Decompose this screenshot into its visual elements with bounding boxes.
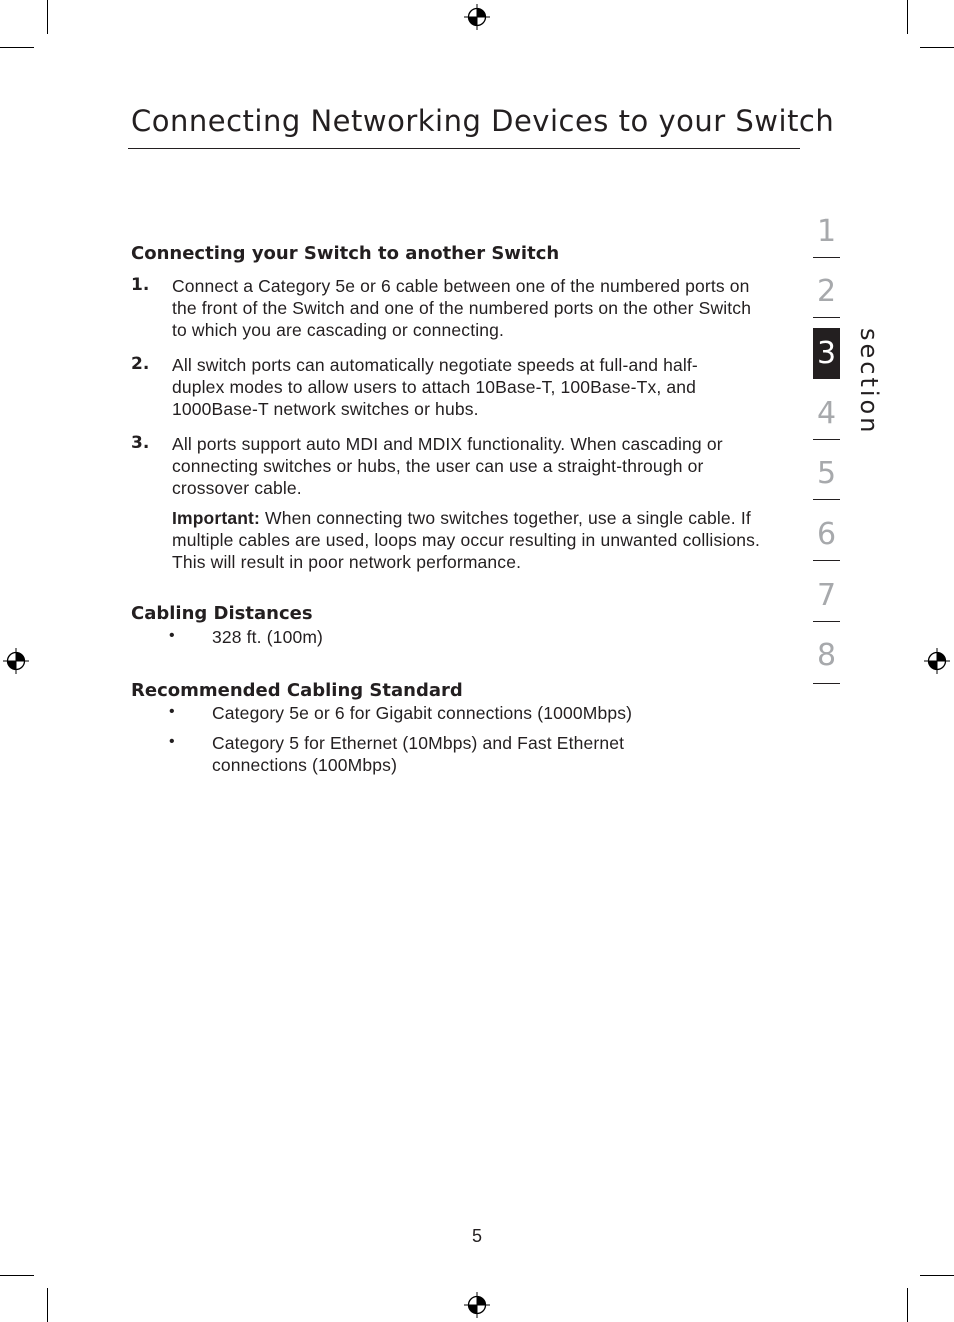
crop-mark bbox=[47, 1288, 48, 1322]
nav-divider bbox=[813, 621, 840, 622]
crop-mark bbox=[920, 1275, 954, 1276]
section-nav-item-8: 8 bbox=[816, 638, 837, 673]
section-nav-item-4: 4 bbox=[816, 396, 837, 431]
nav-divider bbox=[813, 317, 840, 318]
bullet-marker: • bbox=[169, 627, 175, 644]
page-number: 5 bbox=[471, 1226, 482, 1246]
bullet-marker: • bbox=[169, 703, 175, 720]
step-text: All ports support auto MDI and MDIX functionality. When cascading or connecting switches or hubs, the user can use a straight-through or crossover cable. bbox=[172, 434, 723, 498]
list-item: Category 5e or 6 for Gigabit connections (1000Mbps) bbox=[212, 703, 633, 723]
nav-divider bbox=[813, 257, 840, 258]
crop-mark bbox=[907, 1288, 908, 1322]
crop-mark bbox=[47, 0, 48, 34]
bullet-marker: • bbox=[169, 733, 175, 750]
nav-divider bbox=[813, 499, 840, 500]
important-note bbox=[172, 507, 772, 573]
nav-divider bbox=[813, 439, 840, 440]
section-nav-item-3-active bbox=[813, 328, 840, 379]
list-item: 328 ft. (100m) bbox=[212, 627, 324, 647]
step-number: 3. bbox=[131, 433, 150, 453]
nav-divider bbox=[813, 560, 840, 561]
registration-mark-icon bbox=[3, 648, 29, 674]
registration-mark-icon bbox=[464, 1292, 490, 1318]
step-text: All switch ports can automatically negotiate speeds at full-and half-duplex modes to allow users to attach 10Base-T, 100Base-Tx, and 1000Base-T network switches or hubs. bbox=[172, 355, 698, 419]
title-divider bbox=[128, 148, 800, 149]
important-text: When connecting two switches together, use a single cable. If multiple cables are used, loops may occur resulting in unwanted collisions. This will result in poor network performance. bbox=[172, 508, 761, 572]
registration-mark-icon bbox=[924, 648, 950, 674]
step-text: Connect a Category 5e or 6 cable between one of the numbered ports on the front of the Switch and one of the numbered ports on the other Switch to which you are cascading or connecting. bbox=[172, 276, 752, 340]
section-nav-item-5: 5 bbox=[816, 456, 837, 491]
section-nav-item-2: 2 bbox=[816, 274, 837, 309]
registration-mark-icon bbox=[464, 4, 490, 30]
crop-mark bbox=[0, 47, 34, 48]
page-title: Connecting Networking Devices to your Switch bbox=[131, 104, 835, 138]
section-nav-item-7: 7 bbox=[816, 578, 837, 613]
section-label: section bbox=[855, 328, 883, 436]
section-nav-active-label: 3 bbox=[816, 336, 837, 371]
step-number: 1. bbox=[131, 275, 150, 295]
crop-mark bbox=[907, 0, 908, 34]
step-number: 2. bbox=[131, 354, 150, 374]
section-nav-item-6: 6 bbox=[816, 517, 837, 552]
list-item: Category 5 for Ethernet (10Mbps) and Fast Ethernet connections (100Mbps) bbox=[212, 733, 625, 775]
nav-divider bbox=[813, 683, 840, 684]
section-heading-switch: Connecting your Switch to another Switch bbox=[131, 243, 560, 264]
crop-mark bbox=[0, 1275, 34, 1276]
section-heading-standard: Recommended Cabling Standard bbox=[131, 680, 463, 701]
section-nav-item-1: 1 bbox=[816, 214, 837, 249]
section-heading-distances: Cabling Distances bbox=[131, 603, 313, 624]
important-label: Important: bbox=[172, 508, 261, 528]
crop-mark bbox=[920, 47, 954, 48]
